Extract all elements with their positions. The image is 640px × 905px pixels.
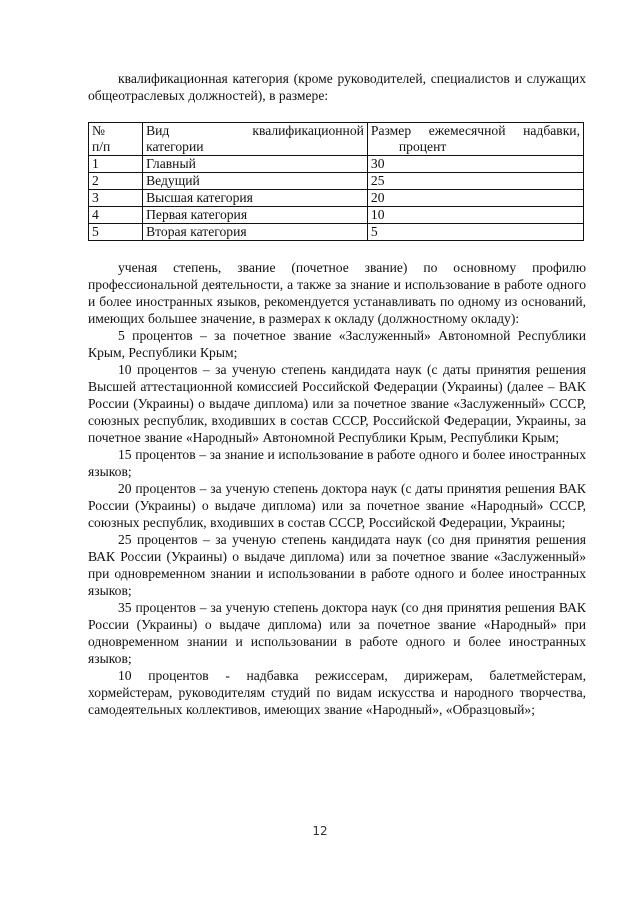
header-bonus-size-line2: процент xyxy=(398,139,447,154)
row-number: 1 xyxy=(89,156,143,173)
header-bonus-size-line1 xyxy=(371,123,580,139)
table-row xyxy=(89,224,584,241)
row-bonus-value: 25 xyxy=(367,173,583,190)
header-number-line2: п/п xyxy=(92,139,111,154)
row-category-name: Главный xyxy=(143,156,368,173)
table-row xyxy=(89,190,584,207)
degree-paragraph: ученая степень, звание (почетное звание) по основному профилю профессиональной деятельности, а также за знание и использование в работе одного и более иностранных языков, рекомендуется устанавливать по одному из оснований, имеющих большее значение, в размерах к окладу (должностному окладу): xyxy=(88,260,586,326)
header-kind-word1: Вид xyxy=(146,123,170,138)
bonus-35-paragraph: 35 процентов – за ученую степень доктора наук (со дня принятия решения ВАК России (Украины) о выдаче диплома) или за почетное звание «Народный» при одновременном знании и использовании в работе одного и более иностранных языков; xyxy=(88,600,586,666)
header-category-kind-line1 xyxy=(146,123,364,139)
page-content xyxy=(88,70,586,718)
row-number: 4 xyxy=(89,207,143,224)
row-bonus-value: 10 xyxy=(367,207,583,224)
header-size-word1: Размер xyxy=(370,123,412,138)
table-row xyxy=(89,207,584,224)
qualification-category-table xyxy=(88,122,584,241)
header-size-word3: надбавки, xyxy=(523,123,580,138)
header-bonus-size xyxy=(367,123,583,156)
header-number xyxy=(89,123,143,156)
header-category-kind-line2: категории xyxy=(146,139,204,154)
bonus-10-arts-paragraph: 10 процентов - надбавка режиссерам, дирижерам, балетмейстерам, хормейстерам, руководителям студий по видам искусства и народного творчества, самодеятельных коллективов, имеющих звание «Народный», «Образцовый»; xyxy=(88,668,586,717)
row-number: 2 xyxy=(89,173,143,190)
header-kind-word2: квалификационной xyxy=(252,123,364,138)
bonus-25-paragraph: 25 процентов – за ученую степень кандидата наук (со дня принятия решения ВАК России (Украины) о выдаче диплома) или за почетное звание «Заслуженный» при одновременном знании и использовании в работе одного и более иностранных языков; xyxy=(88,532,586,598)
row-category-name: Высшая категория xyxy=(143,190,368,207)
bonus-15-paragraph: 15 процентов – за знание и использование в работе одного и более иностранных языков; xyxy=(88,447,586,479)
page-number: 12 xyxy=(312,824,328,838)
header-size-word2: ежемесячной xyxy=(428,123,506,138)
row-bonus-value: 30 xyxy=(367,156,583,173)
row-category-name: Вторая категория xyxy=(143,224,368,241)
table-row xyxy=(89,156,584,173)
header-number-line1: № xyxy=(92,123,105,138)
row-bonus-value: 20 xyxy=(367,190,583,207)
table-row xyxy=(89,173,584,190)
bonus-5-paragraph: 5 процентов – за почетное звание «Заслуженный» Автономной Республики Крым, Республики Крым; xyxy=(88,328,586,360)
row-bonus-value: 5 xyxy=(367,224,583,241)
row-number: 3 xyxy=(89,190,143,207)
intro-paragraph: квалификационная категория (кроме руководителей, специалистов и служащих общеотраслевых должностей), в размере: xyxy=(88,71,586,103)
row-category-name: Первая категория xyxy=(143,207,368,224)
row-category-name: Ведущий xyxy=(143,173,368,190)
header-category-kind xyxy=(143,123,368,156)
table-header-row xyxy=(89,123,584,156)
bonus-20-paragraph: 20 процентов – за ученую степень доктора наук (с даты принятия решения ВАК России (Украины) о выдаче диплома) или за почетное звание «Народный» СССР, союзных республик, входивших в состав СССР, Российской Федерации, Украины; xyxy=(88,481,586,530)
bonus-10-paragraph: 10 процентов – за ученую степень кандидата наук (с даты принятия решения Высшей аттестационной комиссией Российской Федерации (Украины) (далее – ВАК России (Украины) о выдаче диплома) или за почетное звание «Заслуженный» СССР, союзных республик, входивших в состав СССР, Российской Федерации, Украины, за почетное звание «Народный» Автономной Республики Крым, Республики Крым; xyxy=(88,362,586,445)
row-number: 5 xyxy=(89,224,143,241)
